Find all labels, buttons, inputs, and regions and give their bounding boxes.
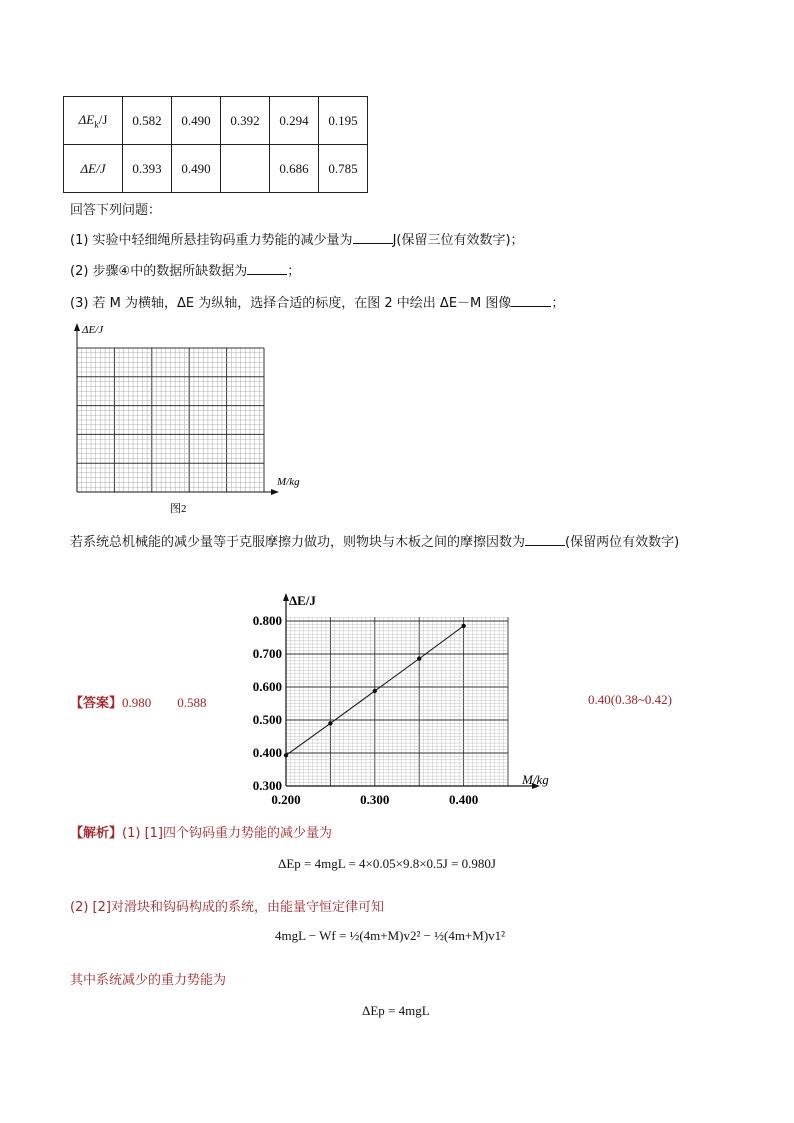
data-point (461, 624, 465, 628)
x-tick-labels (271, 792, 478, 807)
y-tick-label: 0.400 (252, 745, 282, 760)
answer-blank (247, 262, 287, 275)
analysis-p2: (2) [2]对滑块和钩码构成的系统，由能量守恒定律可知 (70, 900, 384, 915)
answer-1: 0.980 (122, 695, 152, 710)
x-axis-arrow (271, 489, 279, 495)
question-4 (70, 531, 679, 550)
chart-ylabel: ΔE/J (289, 593, 316, 608)
data-point (328, 721, 332, 725)
answer-3: 0.40(0.38~0.42) (588, 692, 672, 707)
question-2 (70, 260, 300, 279)
row-label-dek (64, 97, 123, 145)
cell: 0.195 (319, 97, 368, 145)
cell: 0.393 (123, 145, 172, 193)
q4-text: 若系统总机械能的减少量等于克服摩擦力做功，则物块与木板之间的摩擦因数为 (70, 535, 526, 550)
cell: 0.294 (270, 97, 319, 145)
question-3 (70, 292, 564, 311)
analysis-label: 【解析】 (70, 826, 123, 841)
equation-1-text: ΔEp = 4mgL = 4×0.05×9.8×0.5J = 0.980J (278, 856, 496, 871)
figure-2-grid (60, 320, 320, 520)
y-tick-label: 0.800 (252, 613, 282, 628)
analysis-p1 (70, 822, 332, 841)
chart-xlabel: M/kg (522, 772, 549, 787)
answer-blank (525, 533, 565, 546)
table-row (64, 145, 368, 193)
row-label-de (64, 145, 123, 193)
analysis-text-1: (1) [1]四个钩码重力势能的减少量为 (122, 826, 332, 841)
chart-grid (286, 617, 508, 786)
q2-suffix: ； (287, 264, 301, 279)
grid-lines (77, 348, 264, 492)
y-tick-labels (253, 613, 282, 793)
cell: 0.785 (319, 145, 368, 193)
equation-3 (362, 1003, 430, 1019)
equation-2-text: 4mgL − Wf = ½(4m+M)v2² − ½(4m+M)v1² (275, 928, 506, 943)
cell: 0.686 (270, 145, 319, 193)
y-axis-arrow (74, 323, 80, 331)
answer-2: 0.588 (177, 695, 207, 710)
q4-suffix: (保留两位有效数字) (565, 535, 680, 550)
label-main: ΔE/J (80, 160, 106, 176)
answer-chart (240, 585, 550, 815)
fig2-ylabel: ΔE/J (82, 324, 104, 336)
x-tick-label: 0.300 (360, 792, 390, 807)
data-point (373, 689, 377, 693)
label-main: ΔE (78, 111, 95, 127)
questions-intro: 回答下列问题： (70, 203, 162, 218)
answer-blank (511, 294, 551, 307)
y-tick-label: 0.300 (252, 778, 282, 793)
cell: 0.392 (221, 97, 270, 145)
analysis-p3: 其中系统减少的重力势能为 (70, 973, 227, 988)
table-row (64, 97, 368, 145)
answer-row (70, 692, 207, 711)
data-point (417, 656, 421, 660)
cell-missing (221, 145, 270, 193)
cell: 0.490 (172, 145, 221, 193)
label-sub: k (94, 119, 99, 130)
equation-3-text: ΔEp = 4mgL (362, 1003, 430, 1018)
q2-text: (2) 步骤④中的数据所缺数据为 (70, 264, 248, 279)
question-1 (70, 229, 524, 248)
data-table (63, 96, 368, 193)
equation-1 (278, 856, 496, 872)
fig2-xlabel: M/kg (277, 476, 300, 488)
fig2-caption: 图2 (170, 503, 187, 515)
cell: 0.582 (123, 97, 172, 145)
y-tick-label: 0.600 (252, 679, 282, 694)
answer-label: 【答案】 (70, 696, 123, 711)
data-point (284, 753, 288, 757)
label-unit: /J (98, 111, 108, 127)
equation-2 (275, 928, 505, 944)
q1-text: (1) 实验中轻细绳所悬挂钩码重力势能的减少量为 (70, 233, 353, 248)
q1-suffix: J(保留三位有效数字)； (392, 233, 524, 248)
q3-suffix: ； (551, 296, 565, 311)
cell: 0.490 (172, 97, 221, 145)
x-tick-label: 0.400 (448, 792, 479, 807)
y-tick-label: 0.500 (252, 712, 282, 727)
answer-blank (353, 231, 393, 244)
q3-text: (3) 若 M 为横轴，ΔE 为纵轴，选择合适的标度，在图 2 中绘出 ΔE－M 图像 (70, 296, 512, 311)
x-tick-label: 0.200 (271, 792, 301, 807)
y-tick-label: 0.700 (252, 646, 282, 661)
